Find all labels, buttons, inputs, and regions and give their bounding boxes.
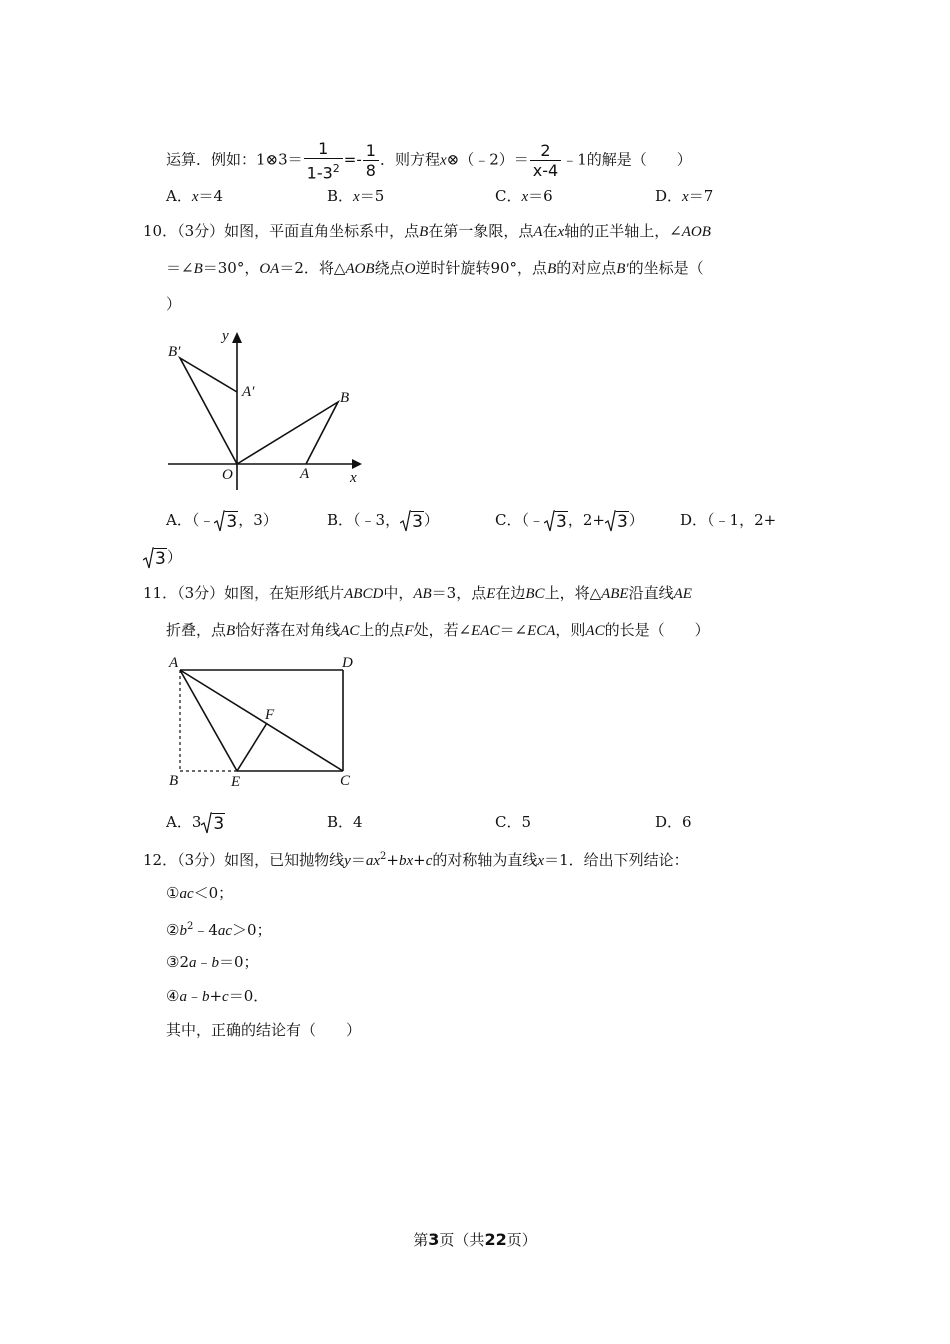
label-e: E [231,774,241,790]
q9-option-c[interactable]: C．x＝6 [495,187,553,205]
radical-sign-icon [544,510,555,532]
q12-conclusion-1: ①ac＜0； [166,884,234,902]
radical-sign-icon [605,510,616,532]
diagonal-ac [180,670,343,771]
radical-sign-icon [201,812,212,834]
q9-option-b[interactable]: B．x＝5 [327,187,385,205]
q10-option-a[interactable]: A．（﹣ 3 ，3） [166,511,278,532]
sqrt-symbol: 3 [201,812,225,834]
radical-sign-icon [143,547,154,569]
q11-stem-line-1: 11．（3分）如图，在矩形纸片ABCD中，AB＝3，点E在边BC上，将△ABE沿直线AE [143,584,692,602]
q10-stem-line-2: ＝∠B＝30°，OA＝2．将△AOB绕点O逆时针旋转90°，点B的对应点B'的坐标是（ [166,259,704,277]
q12-stem-line: 12．（3分）如图，已知抛物线$y=ax^2+bx+c$的对称轴为直线x＝1．给出下列结论： [143,851,689,869]
q11-option-c[interactable]: C．5 [495,813,532,831]
q11-option-b[interactable]: B．4 [327,813,363,831]
q11-rectangle-figure [165,651,365,791]
radical-sign-icon [400,510,411,532]
q11-option-d[interactable]: D．6 [655,813,692,831]
sqrt-symbol: 3 [400,510,424,532]
label-b-prime: B′ [168,344,181,360]
label-x: x [350,470,357,486]
label-a-prime: A′ [242,384,255,400]
q12-conclusion-2: $②b^2﹣4ac>0$； [166,921,272,939]
label-f: F [265,707,275,723]
label-y: y [222,328,229,344]
sqrt-symbol: 3 [214,510,238,532]
q10-stem-line-1: 10．（3分）如图，平面直角坐标系中，点B在第一象限，点A在x轴的正半轴上，∠AOB [143,222,711,240]
q10-option-c[interactable]: C．（﹣ 3 ，2+ 3 ） [495,511,644,532]
q9-fraction-1: $\frac{1}{1-3^2}$ [304,139,343,182]
triangle-rotated [180,358,237,464]
sqrt-symbol: 3 [605,510,629,532]
sqrt-symbol: 3 [143,547,167,569]
q9-option-a[interactable]: A．x＝4 [166,187,224,205]
q9-fraction-3: $\frac{2}{x-4}$ [530,141,561,180]
label-a: A [300,466,310,482]
y-axis-arrow-icon [232,332,242,343]
label-b: B [169,773,179,789]
x-axis-arrow-icon [352,459,362,469]
label-d: D [342,655,353,671]
q12-conclusion-3: ③2a﹣b＝0； [166,953,259,971]
q10-option-d-line1[interactable]: D．（﹣1，2+ [680,511,777,529]
q10-stem-line-3: ） [166,295,182,313]
label-b: B [340,390,350,406]
q11-option-a[interactable]: A．3 3 [166,813,225,834]
segment-ef [237,723,267,771]
q12-conclusion-4: ④a﹣b+c＝0． [166,987,269,1005]
q9-fraction-2: $\frac{1}{8}$ [363,141,379,180]
radical-sign-icon [214,510,225,532]
q12-final-question: 其中，正确的结论有（ ） [166,1021,362,1039]
q10-coordinate-figure [160,322,370,492]
label-o: O [222,467,233,483]
sqrt-symbol: 3 [544,510,568,532]
q10-option-d-line2[interactable]: 3 ） [143,546,182,569]
triangle-original [237,402,338,464]
label-a: A [169,655,179,671]
fold-ae [180,670,237,771]
q9-option-d[interactable]: D．x＝7 [655,187,714,205]
page-footer: 第3页（共22页） [413,1230,537,1249]
q10-option-b[interactable]: B．（﹣3， 3 ） [327,511,439,532]
q11-stem-line-2: 折叠，点B恰好落在对角线AC上的点F处，若∠EAC＝∠ECA，则AC的长是（ ） [166,621,710,639]
q9-stem-line: 运算．例如：1⊗3＝ $\frac{1}{1-3^2}$ =- $\frac{1}{8}$ ．则方程x⊗（﹣2）＝ $\frac{2}{x-4}$ ﹣1的解是（ ） [166,139,692,183]
label-c: C [340,773,351,789]
